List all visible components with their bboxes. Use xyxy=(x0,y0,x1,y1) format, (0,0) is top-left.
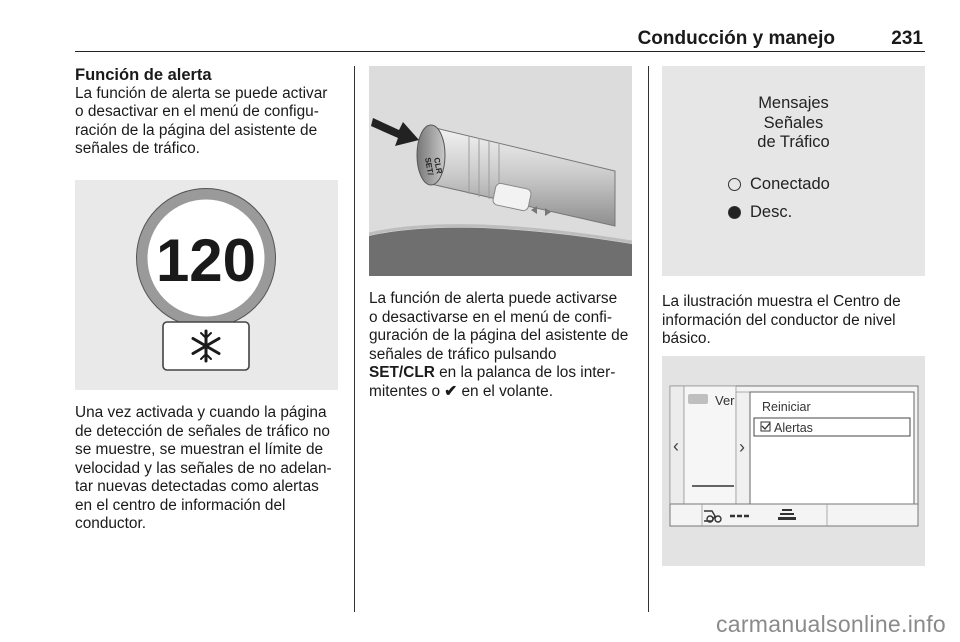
body-line: se muestre, se muestran el límite de xyxy=(75,441,324,458)
body-line: SET/CLR en la palanca de los inter- xyxy=(369,364,616,381)
checkmark-icon: ✔ xyxy=(444,382,458,400)
watermark: carmanualsonline.info xyxy=(715,611,946,637)
right-arrow-icon[interactable]: › xyxy=(739,437,745,457)
radio-unselected-icon xyxy=(728,178,741,191)
stalk-label-bottom: CLR xyxy=(432,156,444,175)
display-title: Mensajes Señales de Tráfico xyxy=(757,94,830,151)
body-line: La función de alerta puede activarse xyxy=(369,290,618,307)
column-2-body xyxy=(369,290,639,401)
intro-line: o desactivar en el menú de configu- xyxy=(75,103,319,120)
body-line: velocidad y las señales de no adelan- xyxy=(75,459,332,477)
menu-alerts[interactable]: Alertas xyxy=(774,421,813,435)
caption-line: La ilustración muestra el Centro de xyxy=(662,293,901,310)
body-line: conductor. xyxy=(75,515,147,532)
display-figure xyxy=(662,66,925,276)
car-icon xyxy=(688,394,708,404)
intro-line: señales de tráfico. xyxy=(75,140,200,157)
column-1 xyxy=(75,66,345,159)
caption-line: información del conductor de nivel xyxy=(662,311,896,329)
menu-reset[interactable]: Reiniciar xyxy=(762,400,811,414)
option-off[interactable]: Desc. xyxy=(728,203,792,222)
speed-sign-illustration xyxy=(75,180,338,390)
body-line: Una vez activada y cuando la página xyxy=(75,404,327,421)
set-clr-term: SET/CLR xyxy=(369,364,435,381)
column-divider-2 xyxy=(648,66,649,612)
body-line: señales de tráfico pulsando xyxy=(369,345,557,363)
column-3-caption xyxy=(662,293,925,349)
page-header xyxy=(75,28,925,52)
arrow-right-icon xyxy=(371,118,419,146)
section-title: Conducción y manejo xyxy=(637,28,835,49)
body-line: en el centro de información del xyxy=(75,496,286,514)
section-heading: Función de alerta xyxy=(75,66,212,84)
intro-line: ración de la página del asistente de xyxy=(75,121,318,139)
body-line: tar nuevas detectadas como alertas xyxy=(75,478,319,495)
body-line: de detección de señales de tráfico no xyxy=(75,422,330,440)
driver-info-center-illustration xyxy=(662,356,925,566)
left-arrow-icon[interactable]: ‹ xyxy=(673,436,679,456)
option-connected[interactable]: Conectado xyxy=(728,175,830,194)
body-line: guración de la página del asistente de xyxy=(369,327,629,344)
column-1-body xyxy=(75,404,345,534)
stalk-figure xyxy=(369,66,632,276)
speed-limit-value: 120 xyxy=(155,227,257,294)
speed-sign-figure xyxy=(75,180,338,390)
body-line: o desactivarse en el menú de confi- xyxy=(369,308,612,326)
stalk-label-top: SET/ xyxy=(423,156,435,176)
caption-line: básico. xyxy=(662,330,711,347)
turn-signal-stalk-illustration xyxy=(369,66,632,276)
intro-line: La función de alerta se puede activar xyxy=(75,84,328,102)
radio-selected-icon xyxy=(728,206,741,219)
body-line: mitentes o ✔ en el volante. xyxy=(369,382,554,400)
tab-label: Ver xyxy=(715,393,735,408)
page-number: 231 xyxy=(891,28,923,49)
dic-figure xyxy=(662,356,925,566)
column-divider-1 xyxy=(354,66,355,612)
